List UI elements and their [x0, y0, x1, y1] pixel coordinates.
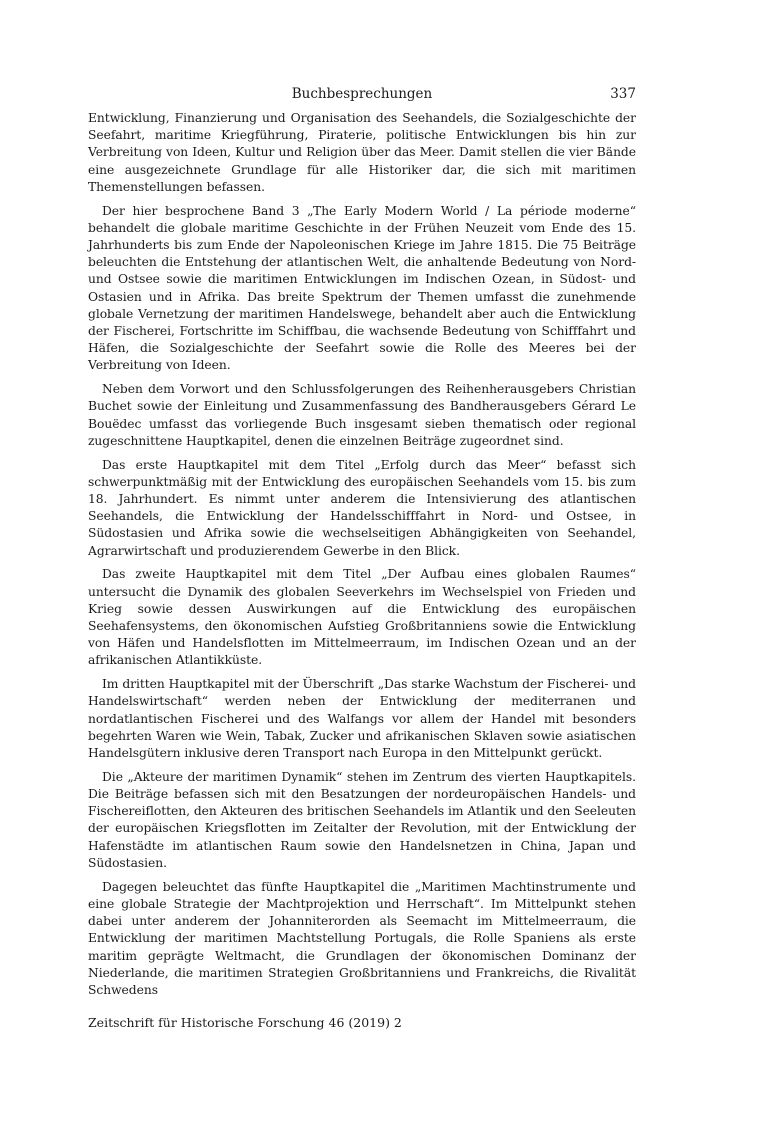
paragraph-5: Das zweite Hauptkapitel mit dem Titel „Der Aufbau eines globalen Raumes“ untersucht die Dynamik des globalen Seeverkehrs im Wechselspiel von Frieden und Krieg sowie dessen Auswirkungen auf die Entwicklung des europäischen Seehafensystems, den ökonomischen Aufstieg Großbritanniens sowie die Entwicklung von Häfen und Handelsflotten im Mittelmeerraum, im Indischen Ozean und an der afrikanischen Atlantikküste.	[88, 567, 636, 668]
paragraph-8: Dagegen beleuchtet das fünfte Hauptkapitel die „Maritimen Machtinstrumente und eine globale Strategie der Machtprojektion und Herrschaft“. Im Mittelpunkt stehen dabei unter anderem der Johanniterorden als Seemacht im Mittelmeerraum, die Entwicklung der maritimen Machtstellung Portugals, die Rolle Spaniens als erste maritim geprägte Weltmacht, die Grundlagen der ökonomischen Dominanz der Niederlande, die maritimen Strategien Großbritanniens und Frankreichs, die Rivalität Schwedens	[88, 879, 636, 997]
page-number: 337	[610, 86, 636, 102]
paragraph-2: Der hier besprochene Band 3 „The Early Modern World / La période moderne“ behandelt die globale maritime Geschichte in der Frühen Neuzeit vom Ende des 15. Jahrhunderts bis zum Ende der Napoleonischen Kriege im Jahre 1815. Die 75 Beiträge beleuchten die Entstehung der atlantischen Welt, die anhaltende Bedeutung von Nord- und Ostsee sowie die maritimen Entwicklungen im Indischen Ozean, in Südost- und Ostasien und in Afrika. Das breite Spektrum der Themen umfasst die zunehmende globale Vernetzung der maritimen Handelswege, behandelt aber auch die Entwicklung der Fischerei, Fortschritte im Schiffbau, die wachsende Bedeutung von Schifffahrt und Häfen, die Sozialgeschichte der Seefahrt sowie die Rolle des Meeres bei der Verbreitung von Ideen.	[88, 203, 636, 373]
running-head	[88, 84, 636, 104]
running-title: Buchbesprechungen	[291, 86, 433, 102]
paragraph-7: Die „Akteure der maritimen Dynamik“ stehen im Zentrum des vierten Hauptkapitels. Die Beiträge befassen sich mit den Besatzungen der nordeuropäischen Handels- und Fischereiflotten, den Akteuren des britischen Seehandels im Atlantik und den Seeleuten der europäischen Kriegsflotten im Zeitalter der Revolution, mit der Entwicklung der Hafenstädte im atlantischen Raum sowie den Handelsnetzen in China, Japan und Südostasien.	[88, 769, 636, 870]
paragraph-1: Entwicklung, Finanzierung und Organisation des Seehandels, die Sozialgeschichte der Seefahrt, maritime Kriegführung, Piraterie, politische Entwicklungen bis hin zur Verbreitung von Ideen, Kultur und Religion über das Meer. Damit stellen die vier Bände eine ausgezeichnete Grundlage für alle Historiker dar, die sich mit maritimen Themenstellungen befassen.	[88, 111, 636, 194]
page-content	[88, 84, 636, 1006]
paragraph-4: Das erste Hauptkapitel mit dem Titel „Erfolg durch das Meer“ befasst sich schwerpunktmäßig mit der Entwicklung des europäischen Seehandels vom 15. bis zum 18. Jahrhundert. Es nimmt unter anderem die Intensivierung des atlantischen Seehandels, die Entwicklung der Handelsschifffahrt in Nord- und Ostsee, in Südostasien und Afrika sowie die wechselseitigen Abhängigkeiten von Seehandel, Agrarwirtschaft und produzierendem Gewerbe in den Blick.	[88, 457, 636, 558]
body-text	[88, 110, 636, 999]
paragraph-6: Im dritten Hauptkapitel mit der Überschrift „Das starke Wachstum der Fischerei- und Handelswirtschaft“ werden neben der Entwicklung der mediterranen und nordatlantischen Fischerei und des Walfangs vor allem der Handel mit besonders begehrten Waren wie Wein, Tabak, Zucker und afrikanischen Sklaven sowie asiatischen Handelsgütern inklusive deren Transport nach Europa in den Mittelpunkt gerückt.	[88, 677, 636, 761]
journal-footer: Zeitschrift für Historische Forschung 46 (2019) 2	[88, 1015, 402, 1030]
paragraph-3: Neben dem Vorwort und den Schlussfolgerungen des Reihenherausgebers Christian Buchet sowie der Einleitung und Zusammenfassung des Bandherausgebers Gérard Le Bouëdec umfasst das vorliegende Buch insgesamt sieben thematisch oder regional zugeschnittene Hauptkapitel, denen die einzelnen Beiträge zugeordnet sind.	[88, 382, 636, 448]
